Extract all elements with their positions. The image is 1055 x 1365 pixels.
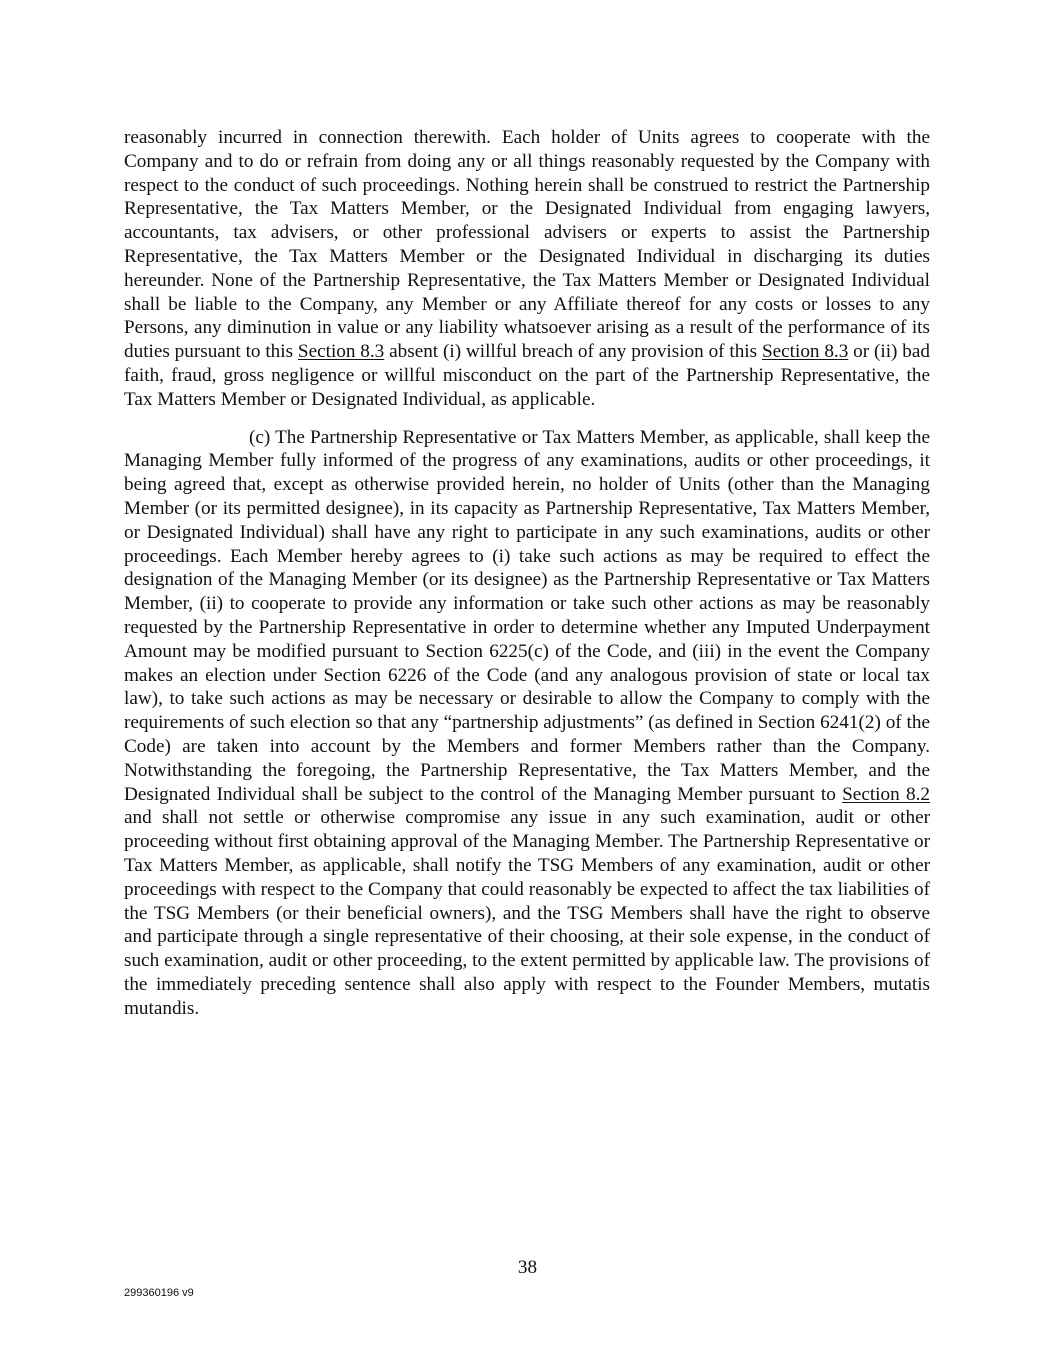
paragraph-text: (c) The Partnership Representative or Tax Matters Member, as applicable, shall keep the Managing Member fully informed of the progress of any examinations, audits or other proceedings, it being agreed that, except as otherwise provided herein, no holder of Units (other than the Managing Member (or its permitted designee), in its capacity as Partnership Representative, Tax Matters Member, or Designated Individual) shall have any right to participate in any such examinations, audits or other proceedings. Each Member hereby agrees to (i) take such actions as may be required to effect the designation of the Managing Member (or its designee) as the Partnership Representative or Tax Matters Member, (ii) to cooperate to provide any information or take such other actions as may be reasonably requested by the Partnership Representative in order to determine whether any Imputed Underpayment Amount may be modified pursuant to Section 6225(c) of the Code, and (iii) in the event the Company makes an election under Section 6226 of the Code (and any analogous provision of state or local tax law), to take such actions as may be necessary or desirable to allow the Company to comply with the requirements of such election so that any “partnership adjustments” (as defined in Section 6241(2) of the Code) are taken into account by the Members and former Members rather than the Company. Notwithstanding the foregoing, the Partnership Representative, the Tax Matters Member, and the Designated Individual shall be subject to the control of the Managing Member pursuant to	[124, 426, 930, 805]
paragraph-c	[124, 426, 930, 1021]
paragraph-text: and shall not settle or otherwise compromise any issue in any such examination, audit or other proceeding without first obtaining approval of the Managing Member. The Partnership Representative or Tax Matters Member, as applicable, shall notify the TSG Members of any examination, audit or other proceedings with respect to the Company that could reasonably be expected to affect the tax liabilities of the TSG Members (or their beneficial owners), and the TSG Members shall have the right to observe and participate through a single representative of their choosing, at their sole expense, in the conduct of such examination, audit or other proceeding, to the extent permitted by applicable law. The provisions of the immediately preceding sentence shall also apply with respect to the Founder Members, mutatis mutandis.	[124, 807, 930, 1019]
paragraph-b-continuation	[124, 126, 930, 412]
section-reference: Section 8.2	[842, 783, 930, 805]
body-text	[124, 126, 930, 1034]
paragraph-text: or (ii) bad faith, fraud, gross negligence or willful misconduct on the part of the Partnership Representative, the Tax Matters Member or Designated Individual, as applicable.	[124, 341, 930, 410]
paragraph-text: reasonably incurred in connection therewith. Each holder of Units agrees to cooperate with the Company and to do or refrain from doing any or all things reasonably requested by the Company with respect to the conduct of such proceedings. Nothing herein shall be construed to restrict the Partnership Representative, the Tax Matters Member, or the Designated Individual from engaging lawyers, accountants, tax advisers, or other professional advisers or experts to assist the Partnership Representative, the Tax Matters Member or the Designated Individual in discharging its duties hereunder. None of the Partnership Representative, the Tax Matters Member or Designated Individual shall be liable to the Company, any Member or any Affiliate thereof for any costs or losses to any Persons, any diminution in value or any liability whatsoever arising as a result of the performance of its duties pursuant to this	[124, 127, 930, 363]
document-id: 299360196 v9	[124, 1287, 194, 1299]
section-reference: Section 8.3	[297, 341, 385, 363]
paragraph-text: absent (i) willful breach of any provision of this	[384, 341, 762, 363]
page-number: 38	[517, 1257, 538, 1278]
section-reference: Section 8.3	[761, 341, 849, 363]
